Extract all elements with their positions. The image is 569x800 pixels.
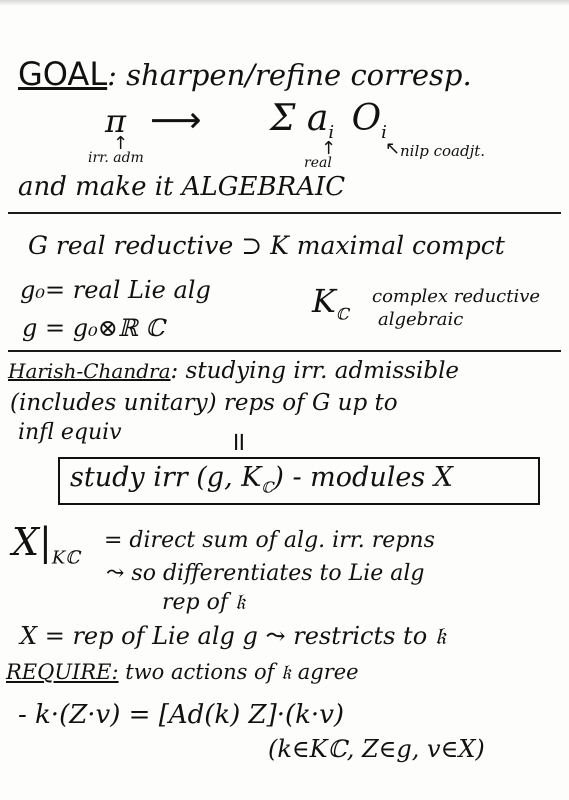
sum-sub: i xyxy=(328,122,335,144)
hc-line xyxy=(8,358,459,384)
scan-edge xyxy=(0,0,569,6)
x-restrict xyxy=(12,520,80,569)
up-arrow-irr: ↑ xyxy=(113,133,129,154)
hc-line3: infl equiv xyxy=(18,420,122,445)
algebraic-line: and make it ALGEBRAIC xyxy=(18,172,346,202)
goal-line xyxy=(18,55,472,93)
require-line xyxy=(6,660,359,685)
theta-sub: i xyxy=(381,122,387,144)
sum-expression xyxy=(270,98,387,143)
goal-text: : sharpen/refine corresp. xyxy=(107,58,472,92)
pi-symbol: π xyxy=(105,102,127,140)
direct-sum-line: = direct sum of alg. irr. repns xyxy=(104,528,435,553)
g-complex-line: g = g₀⊗ℝ ℂ xyxy=(22,314,165,342)
nilp-label: nilp coadjt. xyxy=(400,142,486,160)
map-arrow: ⟶ xyxy=(150,100,202,141)
sum-a: Σ a xyxy=(270,98,329,139)
box-main: study irr (g, K xyxy=(70,462,262,493)
hc-line1: : studying irr. admissible xyxy=(170,358,460,384)
x-sub: Kℂ xyxy=(51,547,80,569)
hc-name: Harish-Chandra xyxy=(8,359,171,383)
conditions-line: (k∈Kℂ, Z∈g, v∈X) xyxy=(268,735,485,763)
theta: O xyxy=(351,98,382,139)
x-rep-line: X = rep of Lie alg g ⤳ restricts to 𝔨 xyxy=(20,622,447,650)
differentiates-line: ⤳ so differentiates to Lie alg xyxy=(106,561,425,586)
box-tail: ) - modules X xyxy=(273,462,453,493)
nilp-arrow: ↖ xyxy=(385,138,401,159)
equals-sign: ॥ xyxy=(230,427,246,457)
box-sub: ℂ xyxy=(261,478,274,497)
divider-2 xyxy=(8,350,561,352)
require-word: REQUIRE: xyxy=(6,660,119,684)
formula-line: - k·(Z·v) = [Ad(k) Z]·(k·v) xyxy=(18,700,345,730)
kc-desc-1: complex reductive xyxy=(372,286,541,307)
kc-desc-2: algebraic xyxy=(378,309,464,330)
kc-symbol xyxy=(312,282,349,323)
hc-line2: (includes unitary) reps of G up to xyxy=(10,390,398,416)
rep-of-k-line: rep of 𝔨 xyxy=(162,590,246,615)
kc-sub: ℂ xyxy=(335,304,349,324)
up-arrow-real: ↑ xyxy=(321,138,337,159)
irr-adm-label: irr. adm xyxy=(88,150,144,166)
divider-1 xyxy=(8,212,561,214)
require-text: two actions of 𝔨 agree xyxy=(118,660,359,684)
real-label: real xyxy=(304,155,332,171)
x-bar: X| xyxy=(12,520,52,564)
kc-k: K xyxy=(312,282,336,320)
g-real-line: G real reductive ⊃ K maximal compct xyxy=(28,231,505,260)
goal-word: GOAL xyxy=(18,55,108,93)
box-text xyxy=(70,462,453,496)
g0-line: g₀= real Lie alg xyxy=(20,276,211,304)
